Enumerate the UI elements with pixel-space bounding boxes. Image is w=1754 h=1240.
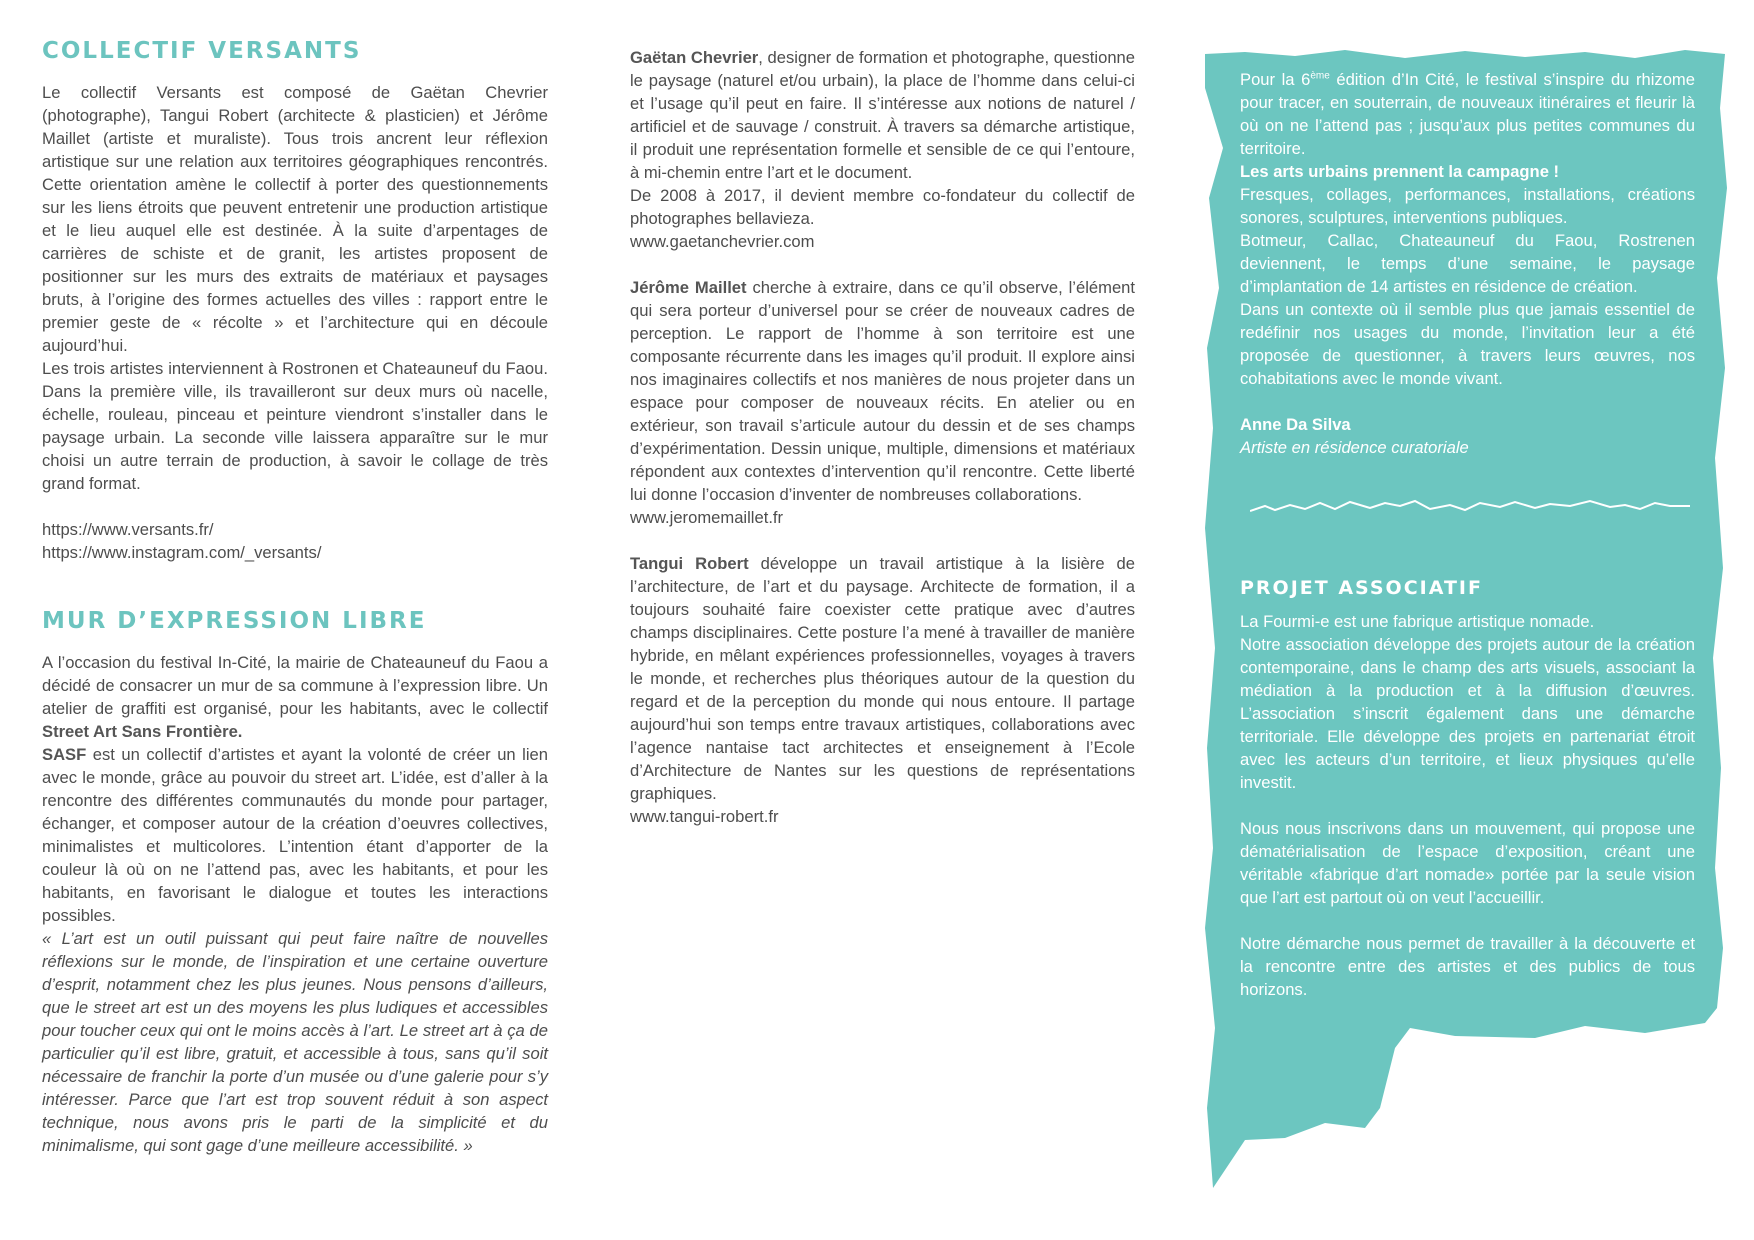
artist-bio-chevrier-extra: De 2008 à 2017, il devient membre co-fondateur du collectif de photographes bellavieza. (630, 186, 1135, 228)
panel-paragraph-4: Dans un contexte où il semble plus que jamais essentiel de redéfinir nos usages du monde, l’invitation leur a été proposée de questionner, à travers leurs œuvres, nos cohabitations avec le monde vivant. (1240, 300, 1695, 388)
versants-website-link[interactable]: https://www.versants.fr/ (42, 520, 214, 539)
right-panel-text (1240, 68, 1695, 1001)
panel-intro: Pour la 6ème édition d’In Cité, le festival s’inspire du rhizome pour tracer, en souterrain, de nouveaux itinéraires et fleurir là où on ne l’attend pas ; jusqu’aux plus petites communes du territoire. (1240, 70, 1695, 158)
versants-instagram-link[interactable]: https://www.instagram.com/_versants/ (42, 543, 322, 562)
panel-author-role: Artiste en résidence curatoriale (1240, 438, 1469, 457)
artist-link-robert[interactable]: www.tangui-robert.fr (630, 807, 779, 826)
section-title-projet: PROJET ASSOCIATIF (1240, 577, 1483, 599)
panel-author: Anne Da Silva (1240, 415, 1351, 434)
section-title-versants: COLLECTIF VERSANTS (42, 38, 362, 64)
projet-paragraph-3: Nous nous inscrivons dans un mouvement, qui propose une dématérialisation de l’espace d’exposition, créant une véritable «fabrique d’art nomade» portée par la seule vision que l’art est partout où on veut l’accueillir. (1240, 819, 1695, 907)
section-title-mur: MUR D’EXPRESSION LIBRE (42, 608, 427, 634)
artist-bio-chevrier: Gaëtan Chevrier, designer de formation et photographe, questionne le paysage (naturel et/ou urbain), la place de l’homme dans celui-ci et l’usage qu’il peut en faire. Il s’intéresse aux notions de naturel / artificiel et de sauvage / construit. À travers sa démarche artistique, il produit une représentation formelle et sensible de ce qui l’entoure, à mi-chemin entre l’art et le document. (630, 48, 1136, 182)
projet-paragraph-2: Notre association développe des projets autour de la création contemporaine, dans le champ des arts visuels, associant la médiation à la production et à la diffusion d’œuvres. L’association s’inscrit également dans une démarche territoriale. Elle développe des projets en partenariat étroit avec les acteurs d’un territoire, et lieux physiques qu’elle investit. (1240, 635, 1695, 792)
mur-paragraph: A l’occasion du festival In-Cité, la mairie de Chateauneuf du Faou a décidé de consacrer un mur de sa commune à l’expression libre. Un atelier de graffiti est organisé, pour les habitants, avec le collectif Street Art Sans Frontière. SASF est un collectif d’artistes et ayant la volonté de créer un lien avec le monde, grâce au pouvoir du street art. L’idée, est d’aller à la rencontre des différentes communautés du monde pour partager, échanger, et composer autour de la création d’oeuvres collectives, minimalistes et multicolores. L’intention étant d’apporter de la couleur là où on ne l’attend pas, avec les habitants, et pour les habitants, en favorisant le dialogue et toutes les interactions possibles. (42, 653, 548, 925)
panel-paragraph-2: Fresques, collages, performances, installations, créations sonores, sculptures, interventions publiques. (1240, 185, 1695, 227)
artist-bio-maillet: Jérôme Maillet cherche à extraire, dans ce qu’il observe, l’élément qui sera porteur d’universel pour se créer de nouveaux cadres de perception. Le rapport de l’homme à son territoire est une composante récurrente dans les images qu’il produit. Il explore ainsi nos imaginaires collectifs et nos manières de nous projeter dans un espace pour composer de nouveaux récits. En atelier ou en extérieur, son travail s’articule autour du dessin et de ses champs d’expérimentation. Dessin unique, multiple, dimensions et matériaux répondent aux contextes d’intervention qu’il rencontre. Cette liberté lui donne l’occasion d’inventer de nombreuses collaborations. (630, 278, 1136, 504)
projet-paragraph-1: La Fourmi-e est une fabrique artistique nomade. (1240, 612, 1595, 631)
middle-column (630, 46, 1135, 828)
versants-paragraph-2: Les trois artistes interviennent à Rostronen et Chateauneuf du Faou. Dans la première ville, ils travailleront sur deux murs où nacelle, échelle, rouleau, pinceau et peinture viendront s’installer dans le paysage urbain. La seconde ville laissera apparaître sur le mur choisi un autre terrain de production, à savoir le collage de très grand format. (42, 359, 548, 493)
artist-bio-robert: Tangui Robert développe un travail artistique à la lisière de l’architecture, de l’art et du paysage. Architecte de formation, il a toujours souhaité faire coexister cette pratique avec d’autres champs disciplinaires. Cette posture l’a mené à travailler de manière hybride, en mêlant expériences professionnelles, voyages à travers le monde, et recherches plus théoriques autour de la question du regard et de la perception du monde qui nous entoure. Il partage aujourd’hui son temps entre travaux artistiques, collaborations avec l’agence nantaise tact architectes et enseignement à l’Ecole d’Architecture de Nantes sur les questions de représentations graphiques. (630, 554, 1135, 803)
projet-paragraph-4: Notre démarche nous permet de travailler à la découverte et la rencontre entre des artistes et des publics de tous horizons. (1240, 934, 1695, 999)
panel-paragraph-3: Botmeur, Callac, Chateauneuf du Faou, Rostrenen deviennent, le temps d’une semaine, le paysage d’implantation de 14 artistes en résidence de création. (1240, 231, 1695, 296)
artist-link-chevrier[interactable]: www.gaetanchevrier.com (630, 232, 815, 251)
mur-quote: « L’art est un outil puissant qui peut faire naître de nouvelles réflexions sur le monde, de l’inspiration et une certaine ouverture d’esprit, notamment chez les plus jeunes. Nous pensons d’ailleurs, que le street art est un des moyens les plus ludiques et accessibles pour toucher ceux qui ont le moins accès à l’art. Le street art à ça de particulier qu’il est libre, gratuit, et accessible à tous, sans qu’il soit nécessaire de franchir la porte d’un musée ou d’une galerie pour s’y intéresser. Parce que l’art est trop souvent réduit à son aspect technique, nous avons pris le parti de la simplicité et du minimalisme, qui sont gage d’une meilleure accessibilité. » (42, 929, 548, 1155)
left-column (42, 40, 548, 1157)
decorative-squiggle-divider (1250, 497, 1690, 517)
artist-link-maillet[interactable]: www.jeromemaillet.fr (630, 508, 784, 527)
panel-headline: Les arts urbains prennent la campagne ! (1240, 162, 1560, 181)
versants-paragraph-1: Le collectif Versants est composé de Gaëtan Chevrier (photographe), Tangui Robert (architecte & plasticien) et Jérôme Maillet (artiste et muraliste). Tous trois ancrent leur réflexion artistique sur une relation aux territoires géographiques rencontrés. Cette orientation amène le collectif à porter des questionnements sur les liens étroits que peuvent entretenir une production artistique et le lieu auquel elle est destinée. À la suite d’arpentages de carrières de schiste et de granit, les artistes proposent de positionner sur les murs des extraits de matériaux et paysages bruts, à l’origine des formes actuelles des villes : rapport entre le premier geste de « récolte » et l’architecture qui en découle aujourd’hui. (42, 83, 548, 355)
